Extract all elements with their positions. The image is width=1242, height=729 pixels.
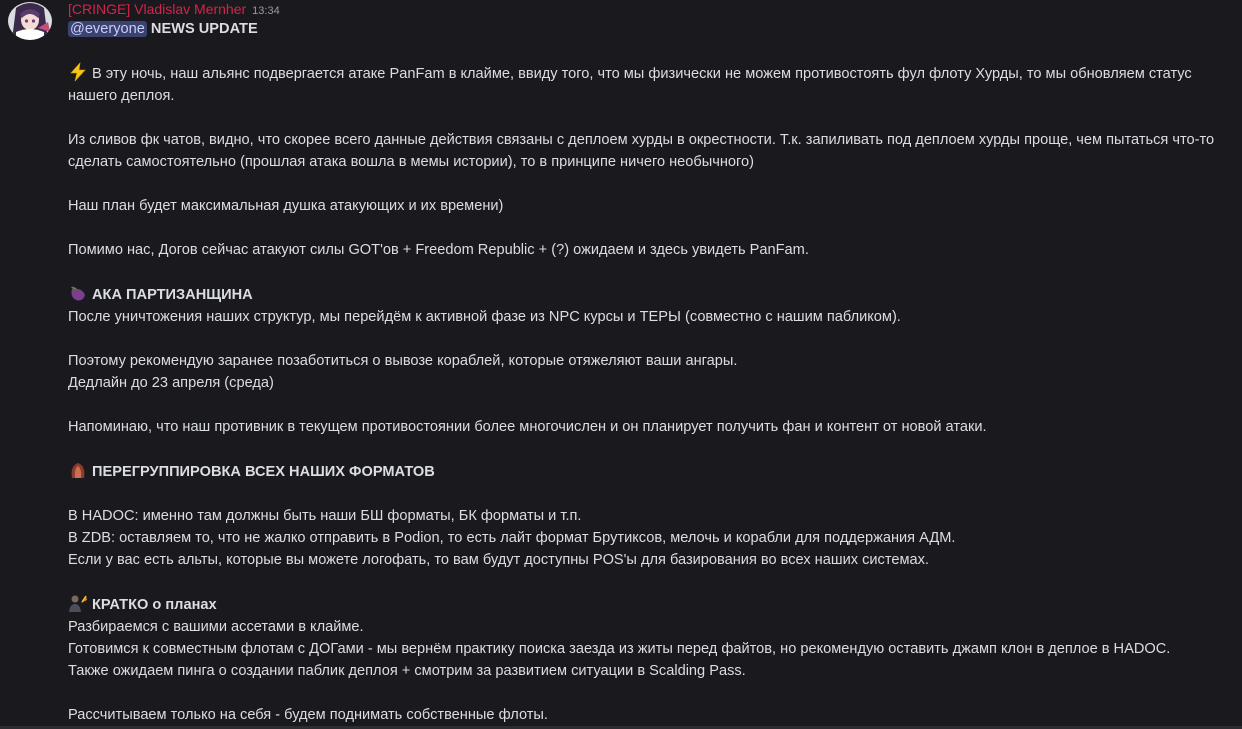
avatar[interactable]: [8, 2, 52, 40]
headline: NEWS UPDATE: [150, 21, 258, 37]
section-3-line-2: Готовимся к совместным флотам с ДОГами - мы вернём практику поиска заезда из житы перед файтов, но рекомендую оставить джамп клон в деплое в HADOC.: [68, 641, 1171, 657]
anime-avatar-icon: [8, 2, 52, 40]
section-1-line-1: После уничтожения наших структур, мы перейдём к активной фазе из NPC курсы и ТЕРЫ (совместно с нашим пабликом).: [68, 309, 901, 325]
section-1-line-3: Дедлайн до 23 апреля (среда): [68, 375, 274, 391]
spacer: [68, 682, 1238, 704]
spacer: [68, 217, 1238, 239]
section-1-line-4: Напоминаю, что наш противник в текущем противостоянии более многочислен и он планирует получить фан и контент от новой атаки.: [68, 419, 987, 435]
timestamp: 13:34: [252, 5, 280, 17]
section-2-title-line: [68, 460, 1238, 483]
section-2-line-1: В HADOC: именно там должны быть наши БШ форматы, БК форматы и т.п.: [68, 508, 582, 524]
section-2-line-2: В ZDB: оставляем то, что не жалко отправить в Podion, то есть лайт формат Брутиксов, мелочь и корабли для поддержания АДМ.: [68, 530, 956, 546]
spacer: [68, 394, 1238, 416]
section-3-line-4: Рассчитываем только на себя - будем поднимать собственные флоты.: [68, 707, 548, 723]
headline-line: [68, 18, 1238, 40]
spacer: [68, 438, 1238, 460]
message-body: [68, 18, 1238, 726]
section-3-line-1: Разбираемся с вашими ассетами в клайме.: [68, 619, 364, 635]
section-1-title-line: [68, 283, 1238, 306]
paragraph-3: Наш план будет максимальная душка атакующих и их времени): [68, 198, 504, 214]
spacer: [68, 328, 1238, 350]
spacer: [68, 40, 1238, 62]
paragraph-2: Из сливов фк чатов, видно, что скорее всего данные действия связаны с деплоем хурды в окрестности. Т.к. запиливать под деплоем хурды проще, чем пытаться что-то сделать самостоятельно (прошлая атака вошла в мемы истории), то в принципе ничего необычного): [68, 132, 1215, 170]
lightning-icon: [68, 62, 88, 82]
section-3-title-line: [68, 593, 1238, 616]
section-3-title: КРАТКО о планах: [92, 597, 217, 613]
spacer: [68, 261, 1238, 283]
section-2-title: ПЕРЕГРУППИРОВКА ВСЕХ НАШИХ ФОРМАТОВ: [92, 464, 435, 480]
hair-icon: [68, 460, 88, 480]
spacer: [68, 483, 1238, 505]
eggplant-icon: [68, 283, 88, 303]
section-1-line-2: Поэтому рекомендую заранее позаботиться о вывозе кораблей, которые отяжеляют ваши ангары.: [68, 353, 738, 369]
paragraph-1: [68, 62, 1238, 107]
section-2-line-3: Если у вас есть альты, которые вы можете логофать, то вам будут доступны POS'ы для базирования во всех наших системах.: [68, 552, 929, 568]
section-1-title: АКА ПАРТИЗАНЩИНА: [92, 287, 253, 303]
section-3-line-3: Также ожидаем пинга о создании паблик деплоя + смотрим за развитием ситуации в Scalding Pass.: [68, 663, 746, 679]
businessman-rocket-icon: [68, 593, 88, 613]
paragraph-1-text: В эту ночь, наш альянс подвергается атаке PanFam в клайме, ввиду того, что мы физически не можем противостоять фул флоту Хурды, то мы обновляем статус нашего деплоя.: [68, 66, 1192, 104]
message-header: [68, 0, 1238, 18]
message-content: [68, 0, 1238, 726]
spacer: [68, 107, 1238, 129]
everyone-mention[interactable]: @everyone: [70, 21, 145, 37]
spacer: [68, 173, 1238, 195]
spacer: [68, 571, 1238, 593]
paragraph-4: Помимо нас, Догов сейчас атакуют силы GOT'ов + Freedom Republic + (?) ожидаем и здесь увидеть PanFam.: [68, 242, 809, 258]
username[interactable]: [CRINGE] Vladislav Mernher: [68, 1, 247, 17]
